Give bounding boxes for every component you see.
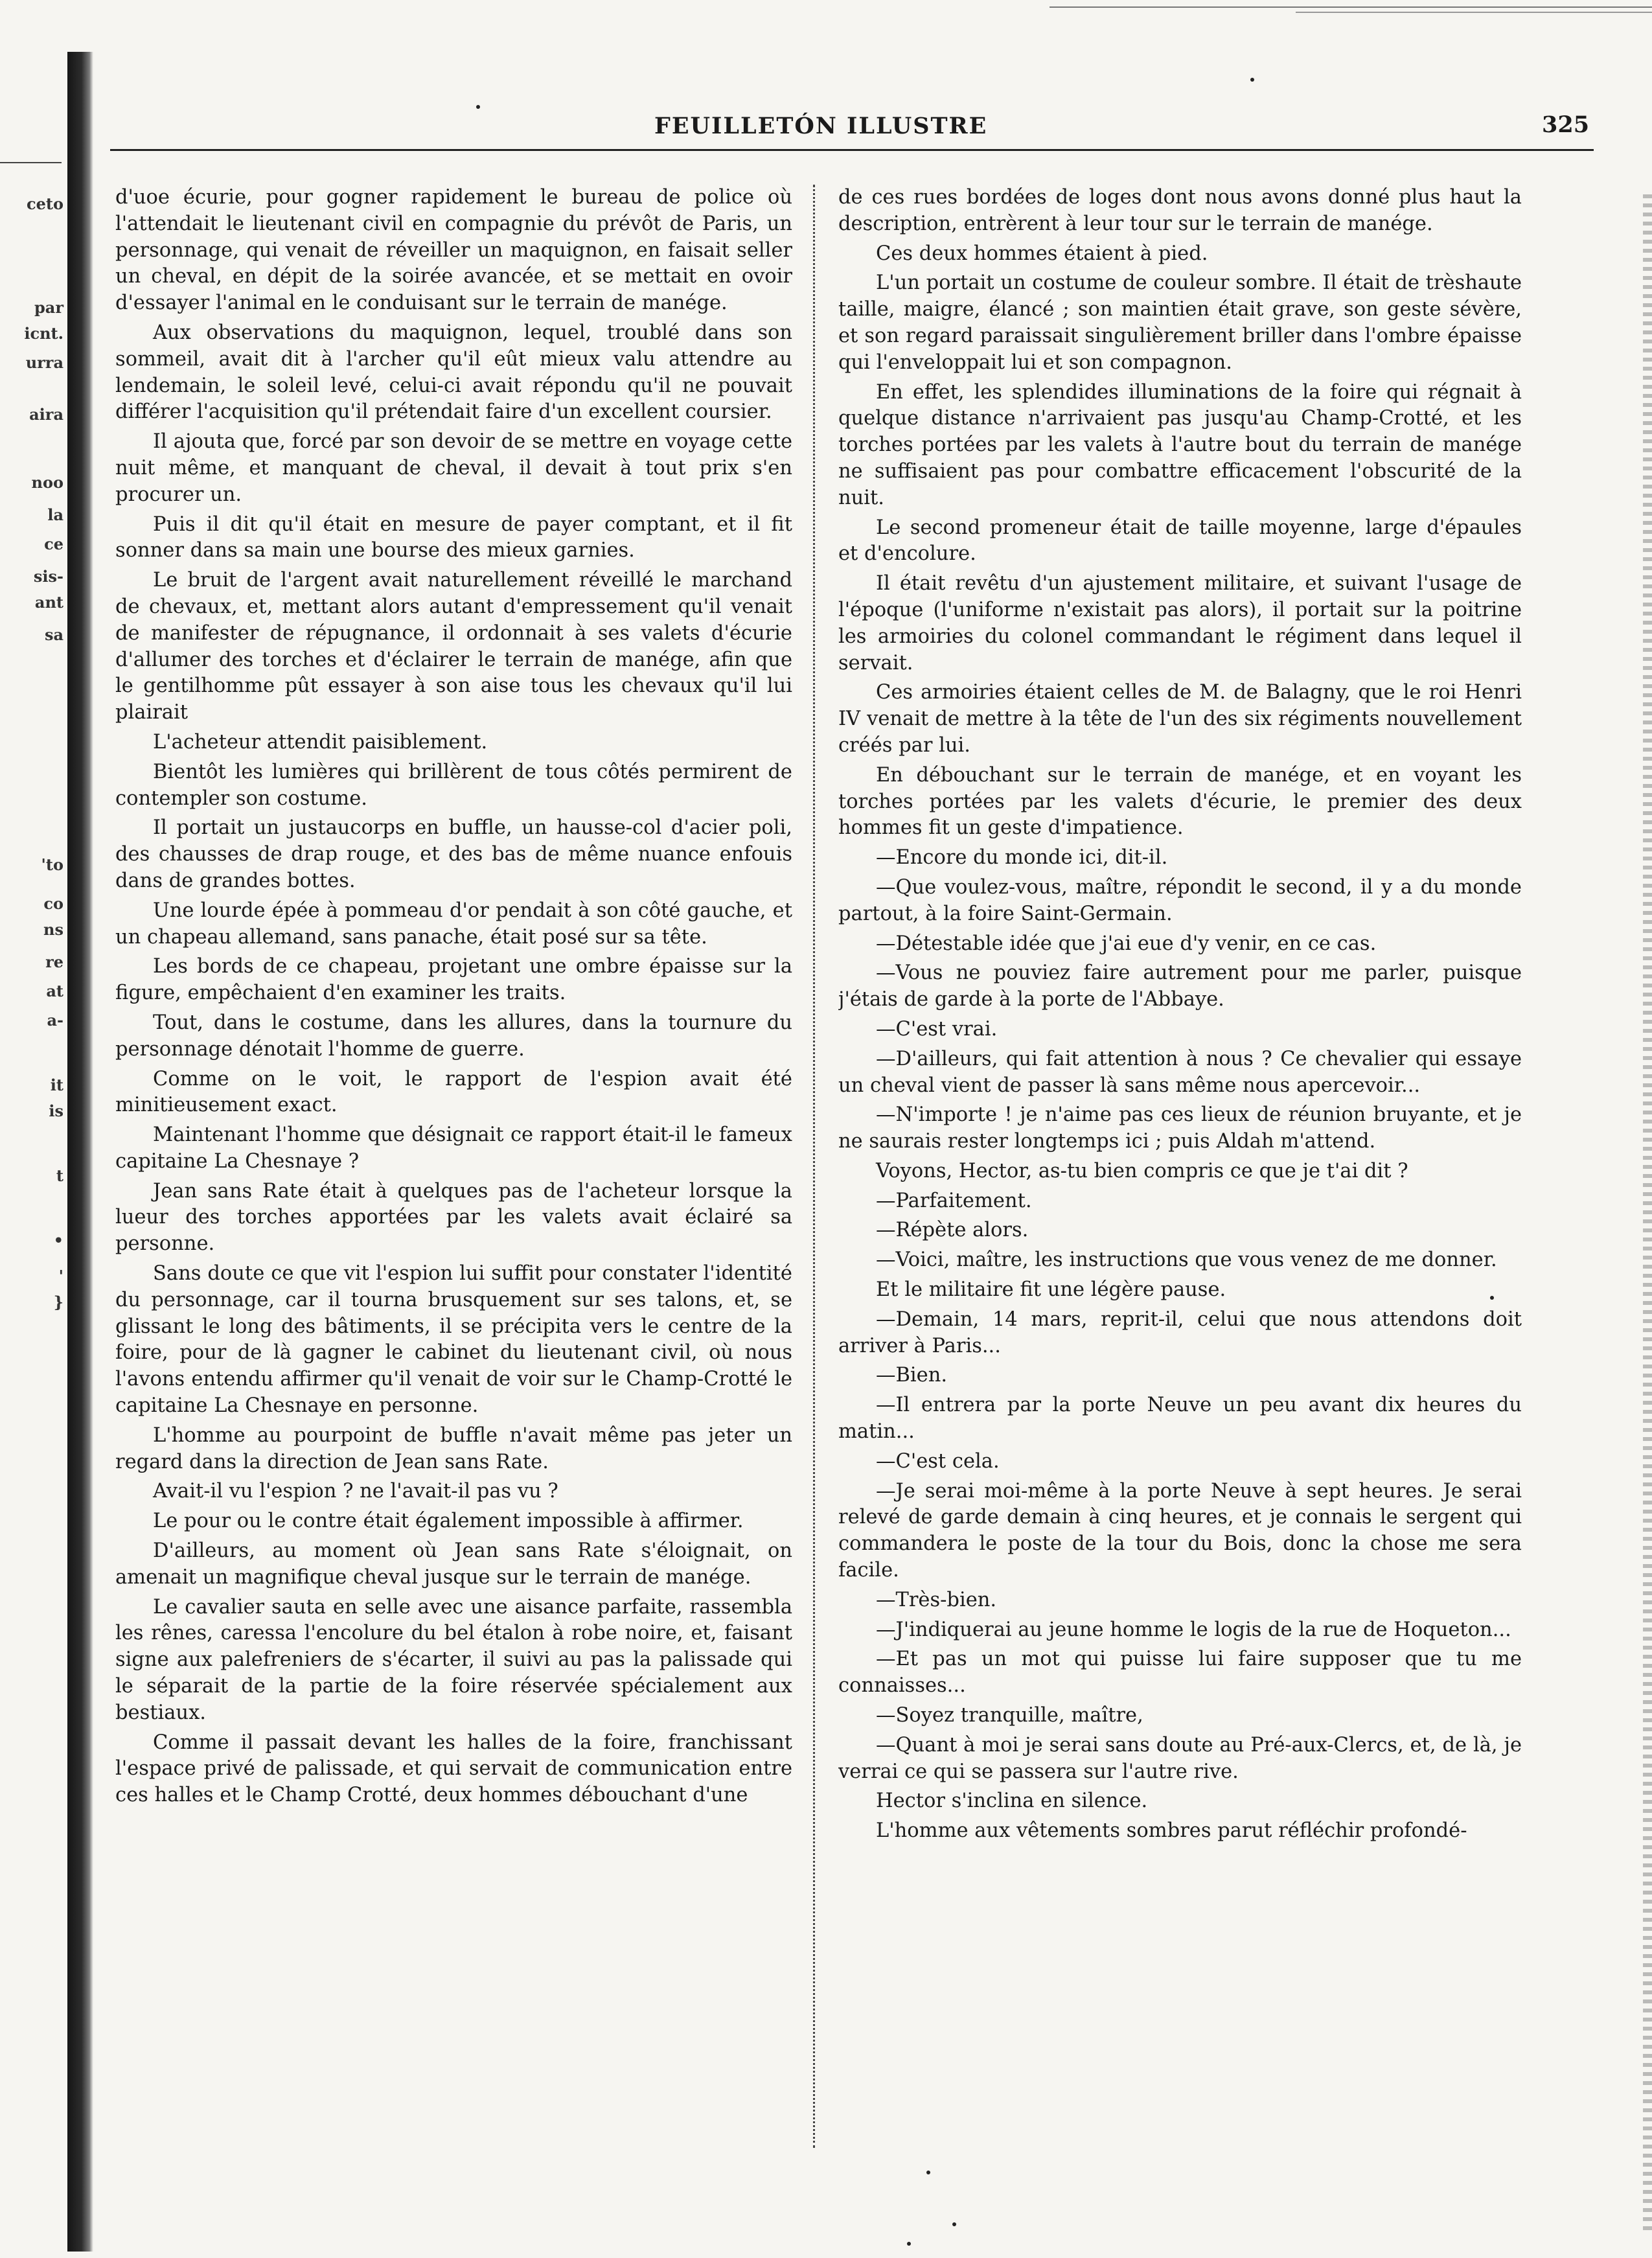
paragraph: Et le militaire fit une légère pause. — [876, 1278, 1226, 1302]
paragraph: Le pour ou le contre était également impossible à affirmer. — [153, 1510, 744, 1533]
paragraph: Ces deux hommes étaient à pied. — [876, 242, 1208, 265]
margin-fragment: • — [53, 1231, 63, 1250]
paragraph: Comme il passait devant les halles de la foire, franchissant l'espace privé de palissade, et qui servait de communication entre ces halles et le Champ Crotté, deux hommes débouchant d'une — [115, 1731, 792, 1807]
paragraph: Comme on le voit, le rapport de l'espion avait été minitieusement exact. — [115, 1067, 792, 1117]
paragraph: —Parfaitement. — [876, 1189, 1032, 1212]
paragraph: L'un portait un costume de couleur sombre. Il était de trèshaute taille, maigre, élancé ; son maintien était grave, son geste sévère, et son regard paraissait singulièrement briller dans l'ombre épaisse qui l'enveloppait lui et son compagnon. — [838, 271, 1522, 374]
paragraph: —Très-bien. — [876, 1588, 997, 1611]
margin-fragment: aira — [29, 405, 63, 424]
paragraph: Avait-il vu l'espion ? ne l'avait-il pas vu ? — [153, 1480, 558, 1503]
paragraph: Une lourde épée à pommeau d'or pendait à son côté gauche, et un chapeau allemand, sans panache, était posé sur sa tête. — [115, 899, 792, 949]
paragraph: Puis il dit qu'il était en mesure de payer comptant, et il fit sonner dans sa main une bourse des mieux garnies. — [115, 513, 792, 562]
paragraph: —Bien. — [876, 1364, 948, 1387]
margin-fragment: sis- — [33, 567, 63, 586]
page-number: 325 — [1542, 111, 1590, 138]
paragraph: En effet, les splendides illuminations de la foire qui régnait à quelque distance n'arrivaient pas jusqu'au Champ-Crotté, et les torches portées par les valets à l'autre bout du terrain de manége ne suffisaient pas pour combattre efficacement l'obscurité de la nuit. — [838, 380, 1522, 509]
paragraph: —Il entrera par la porte Neuve un peu avant dix heures du matin... — [838, 1394, 1522, 1444]
paragraph: Bientôt les lumières qui brillèrent de tous côtés permirent de contempler son costume. — [115, 760, 792, 810]
paragraph: Voyons, Hector, as-tu bien compris ce que je t'ai dit ? — [876, 1159, 1408, 1182]
margin-fragment: ce — [44, 535, 63, 553]
margin-fragment: urra — [25, 353, 63, 372]
paragraph: —C'est cela. — [876, 1449, 1000, 1473]
paragraph: d'uoe écurie, pour gogner rapidement le bureau de police où l'attendait le lieutenant civil en compagnie du prévôt de Paris, un personnage, qui venait de réveiller un maquignon, en faisait seller un cheval, en dépit de la soirée avancée, et se mettait en ovoir d'essayer l'animal en le conduisant sur le terrain de manége. — [115, 186, 792, 315]
margin-fragment: noo — [31, 473, 63, 492]
paragraph: —Quant à moi je serai sans doute au Pré-aux-Clercs, et, de là, je verrai ce qui se passera sur l'autre rive. — [838, 1733, 1522, 1783]
margin-fragment: it — [50, 1076, 63, 1094]
right-page-edge — [1643, 194, 1652, 2235]
paragraph: Le cavalier sauta en selle avec une aisance parfaite, rassembla les rênes, caressa l'encolure du bel étalon à robe noire, et, faisant signe aux palefreniers de s'écarter, il suivi au pas la palissade qui le séparait de la partie de la foire réservée spécialement aux bestiaux. — [115, 1595, 792, 1724]
paragraph: Hector s'inclina en silence. — [876, 1790, 1148, 1813]
column-divider — [813, 185, 815, 2148]
margin-rule — [0, 162, 62, 163]
margin-fragment: la — [47, 505, 63, 524]
margin-fragment: ant — [34, 593, 63, 612]
paragraph: —D'ailleurs, qui fait attention à nous ? Ce chevalier qui essaye un cheval vient de passer là sans même nous apercevoir... — [838, 1047, 1522, 1097]
paragraph: Il portait un justaucorps en buffle, un hausse-col d'acier poli, des chausses de drap rouge, et des bas de même nuance enfouis dans de grandes bottes. — [115, 816, 792, 892]
margin-fragment: a- — [47, 1011, 63, 1030]
paragraph: Aux observations du maquignon, lequel, troublé dans son sommeil, avait dit à l'archer qu'il eût mieux valu attendre au lendemain, le soleil levé, celui-ci avait répondu qu'il ne pouvait différer l'acquisition qu'il prétendait faire d'un excellent coursier. — [115, 321, 792, 424]
top-edge-rule — [1050, 6, 1652, 8]
paragraph: En débouchant sur le terrain de manége, et en voyant les torches portées par les valets d'écurie, le premier des deux hommes fit un geste d'impatience. — [838, 763, 1522, 840]
margin-fragment: ceto — [27, 194, 63, 213]
print-speck — [907, 2242, 911, 2246]
paragraph: Le bruit de l'argent avait naturellement réveillé le marchand de chevaux, et, mettant alors autant d'empressement qu'il venait de manifester de répugnance, il ordonnait à ses valets d'écurie d'allumer des torches et d'éclairer le terrain de manége, afin que le gentilhomme pût essayer à son aise tous les chevaux qu'il lui plairait — [115, 569, 792, 724]
paragraph: Il était revêtu d'un ajustement militaire, et suivant l'usage de l'époque (l'uniforme n'existait pas alors), il portait sur la poitrine les armoiries du colonel commandant le régiment dans lequel il servait. — [838, 572, 1522, 674]
right-column — [838, 185, 1522, 2213]
margin-fragment: 'to — [41, 855, 63, 874]
paragraph: Sans doute ce que vit l'espion lui suffit pour constater l'identité du personnage, car il tourna brusquement sur ses talons, et, se glissant le long des bâtiments, il se précipita vers le centre de la foire, pour de là gagner le cabinet du lieutenant civil, où nous l'avons entendu affirmer qu'il venait de voir sur le Champ-Crotté le capitaine La Chesnaye en personne. — [115, 1262, 792, 1418]
paragraph: —C'est vrai. — [876, 1017, 998, 1041]
top-edge-rule-secondary — [1296, 12, 1652, 13]
margin-fragment: re — [45, 952, 63, 971]
book-spine-shadow — [67, 52, 93, 2252]
paragraph: Jean sans Rate était à quelques pas de l'acheteur lorsque la lueur des torches apportées par les valets avait éclairé sa personne. — [115, 1179, 792, 1256]
print-speck — [476, 105, 480, 109]
paragraph-continued: de ces rues bordées de loges dont nous avons donné plus haut la description, entrèrent à leur tour sur le terrain de manége. — [838, 186, 1522, 235]
print-speck — [952, 2222, 956, 2226]
paragraph: —Vous ne pouviez faire autrement pour me parler, puisque j'étais de garde à la porte de l'Abbaye. — [838, 962, 1522, 1011]
margin-fragment: icnt. — [24, 324, 63, 343]
paragraph: Le second promeneur était de taille moyenne, large d'épaules et d'encolure. — [838, 516, 1522, 566]
margin-fragment: at — [46, 982, 63, 1000]
print-speck — [926, 2171, 930, 2174]
running-head: FEUILLETÓN ILLUSTRE — [654, 113, 988, 139]
paragraph: —Et pas un mot qui puisse lui faire supposer que tu me connaisses... — [838, 1648, 1522, 1698]
margin-fragment: sa — [44, 625, 63, 644]
paragraph: L'homme aux vêtements sombres parut réfléchir profondé- — [876, 1819, 1467, 1843]
paragraph: —Répète alors. — [876, 1219, 1029, 1242]
margin-fragment: ' — [58, 1267, 63, 1285]
paragraph: Les bords de ce chapeau, projetant une ombre épaisse sur la figure, empêchaient d'en examiner les traits. — [115, 955, 792, 1005]
paragraph: Tout, dans le costume, dans les allures, dans la tournure du personnage dénotait l'homme de guerre. — [115, 1011, 792, 1061]
margin-fragment: } — [53, 1293, 63, 1311]
header-rule — [110, 149, 1594, 151]
margin-fragment: is — [49, 1101, 63, 1120]
paragraph: —Soyez tranquille, maître, — [876, 1704, 1143, 1727]
paragraph: —Je serai moi-même à la porte Neuve à sept heures. Je serai relevé de garde demain à cinq heures, et je connais le sergent qui commandera le poste de la tour du Bois, donc la chose me sera facile. — [838, 1479, 1522, 1582]
paragraph: D'ailleurs, au moment où Jean sans Rate s'éloignait, on amenait un magnifique cheval jusque sur le terrain de manége. — [115, 1539, 792, 1589]
print-speck — [1490, 1296, 1494, 1300]
paragraph: Ces armoiries étaient celles de M. de Balagny, que le roi Henri IV venait de mettre à la tête de l'un des six régiments nouvellement créés par lui. — [838, 681, 1522, 757]
facing-page-bleed — [0, 0, 65, 2258]
paragraph: L'homme au pourpoint de buffle n'avait même pas jeter un regard dans la direction de Jean sans Rate. — [115, 1423, 792, 1473]
margin-fragment: par — [34, 298, 63, 317]
paragraph: —Encore du monde ici, dit-il. — [876, 846, 1168, 870]
paragraph: —Que voulez-vous, maître, répondit le second, il y a du monde partout, à la foire Saint-Germain. — [838, 875, 1522, 925]
left-column — [115, 185, 792, 2213]
paragraph: Il ajouta que, forcé par son devoir de se mettre en voyage cette nuit même, et manquant de cheval, il devait à tout prix s'en procurer un. — [115, 430, 792, 506]
paragraph: —Demain, 14 mars, reprit-il, celui que nous attendons doit arriver à Paris... — [838, 1308, 1522, 1357]
paragraph: —Détestable idée que j'ai eue d'y venir, en ce cas. — [876, 932, 1377, 955]
margin-fragment: ns — [43, 920, 63, 939]
paragraph: —Voici, maître, les instructions que vous venez de me donner. — [876, 1249, 1497, 1272]
margin-fragment: t — [56, 1166, 63, 1185]
print-speck — [1250, 78, 1254, 82]
margin-fragment: co — [43, 894, 63, 913]
paragraph: L'acheteur attendit paisiblement. — [153, 730, 488, 754]
paragraph: Maintenant l'homme que désignait ce rapport était-il le fameux capitaine La Chesnaye ? — [115, 1123, 792, 1173]
paragraph: —J'indiquerai au jeune homme le logis de la rue de Hoqueton... — [876, 1618, 1511, 1641]
paragraph: —N'importe ! je n'aime pas ces lieux de réunion bruyante, et je ne saurais rester longtemps ici ; puis Aldah m'attend. — [838, 1103, 1522, 1153]
